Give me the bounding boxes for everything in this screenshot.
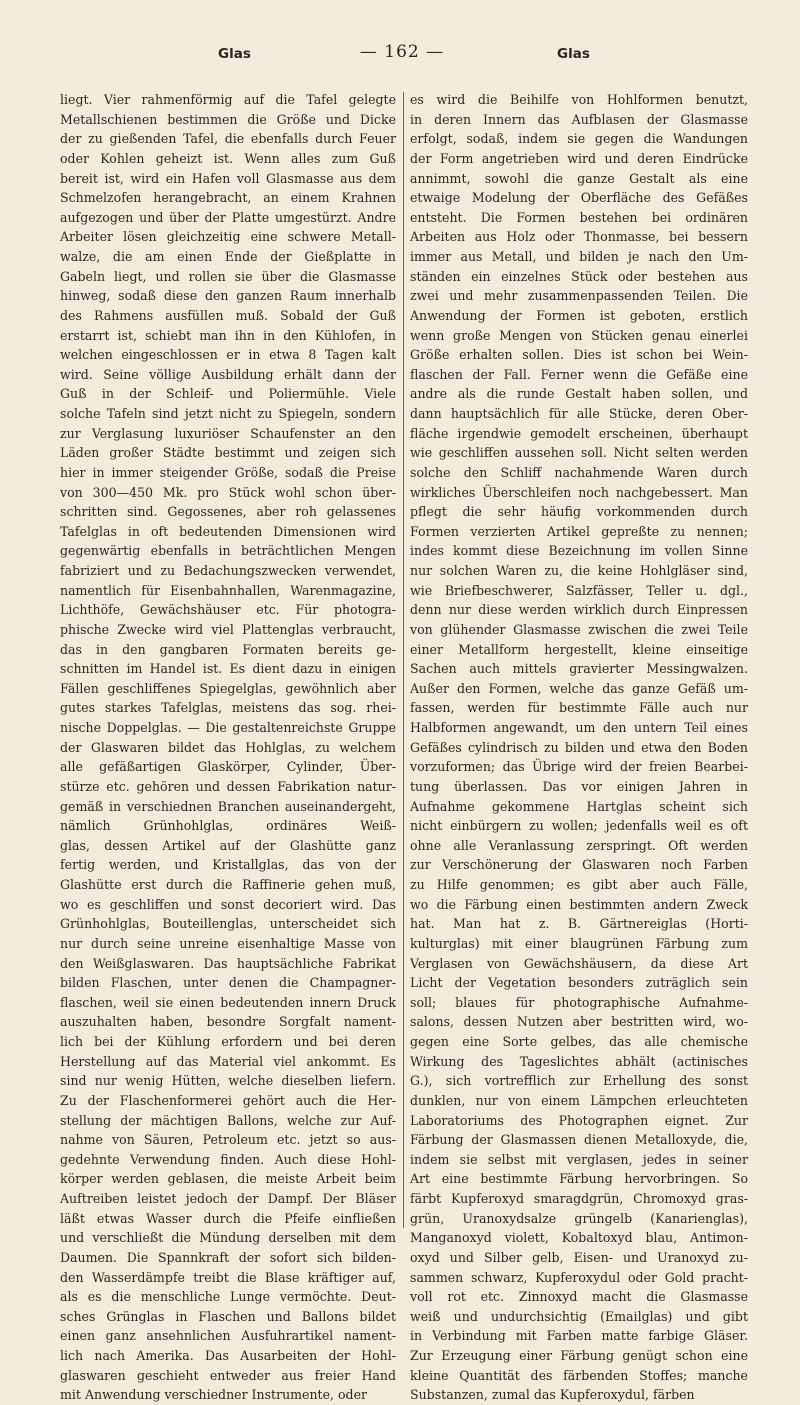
text-line: wie Briefbeschwerer, Salzfässer, Teller u. dgl.,: [410, 582, 748, 598]
text-line: des Rahmens ausfüllen muß. Sobald der Guß: [60, 307, 396, 323]
text-line: Tafelglas in oft bedeutenden Dimensionen wird: [60, 523, 396, 539]
text-line: salons, dessen Nutzen aber bestritten wird, wo-: [410, 1014, 748, 1030]
text-line: Färbung der Glasmassen dienen Metalloxyde, die,: [410, 1132, 748, 1148]
text-line: solche den Schliff nachahmende Waren durch: [410, 464, 748, 480]
text-line: fabriziert und zu Bedachungszwecken verwendet,: [60, 563, 396, 578]
text-line: Zur Erzeugung einer Färbung genügt schon eine: [410, 1348, 748, 1363]
text-line: läßt etwas Wasser durch die Pfeife einfließen: [60, 1210, 396, 1226]
text-line: tung überlassen. Das vor einigen Jahren in: [410, 778, 748, 794]
text-line: auszuhalten haben, besondre Sorgfalt nament-: [60, 1014, 396, 1030]
text-line: weiß und undurchsichtig (Emailglas) und gibt: [410, 1308, 748, 1324]
text-line: in Verbindung mit Farben matte farbige Gläser.: [410, 1328, 748, 1344]
text-line: wenn große Mengen von Stücken genau einerlei: [410, 327, 748, 343]
text-line: Verglasen von Gewächshäusern, da diese Art: [410, 955, 748, 971]
column-divider: [403, 92, 404, 1228]
text-line: annimmt, sowohl die ganze Gestalt als eine: [410, 170, 748, 186]
text-line: einer Metallform hergestellt, kleine einseitige: [410, 641, 748, 657]
text-line: Arbeiten aus Holz oder Thonmasse, bei bessern: [410, 229, 748, 245]
text-line: und verschließt die Mündung derselben mit dem: [60, 1230, 396, 1246]
text-line: Metallschienen bestimmen die Größe und Dicke: [60, 111, 396, 127]
text-line: Lichthöfe, Gewächshäuser etc. Für photogra-: [60, 602, 396, 618]
text-line: Glashütte erst durch die Raffinerie gehen muß,: [60, 877, 396, 892]
text-line: nämlich Grünhohlglas, ordinäres Weiß-: [60, 818, 396, 834]
text-line: liegt. Vier rahmenförmig auf die Tafel gelegte: [60, 92, 396, 107]
text-line: zur Verglasung luxuriöser Schaufenster an den: [60, 425, 396, 441]
text-line: Läden großer Städte bestimmt und zeigen sich: [60, 445, 396, 461]
text-line: Grünhohlglas, Bouteillenglas, unterscheidet sich: [60, 916, 396, 932]
text-line: grün, Uranoxydsalze grüngelb (Kanarienglas),: [410, 1210, 748, 1226]
text-line: stürze etc. gehören und dessen Fabrikation natur-: [60, 778, 396, 794]
text-line: aufgezogen und über der Platte umgestürzt. Andre: [60, 209, 396, 225]
text-line: erfolgt, sodaß, indem sie gegen die Wandungen: [410, 131, 748, 147]
text-line: dunklen, nur von einem Lämpchen erleuchteten: [410, 1092, 748, 1108]
text-line: wo die Färbung einen bestimmten andern Zweck: [410, 896, 748, 912]
text-line: namentlich für Eisenbahnhallen, Warenmagazine,: [60, 582, 396, 598]
text-line: Wirkung des Tageslichtes abhält (actinisches: [410, 1053, 748, 1069]
text-line: der Glaswaren bildet das Hohlglas, zu welchem: [60, 739, 396, 755]
text-line: voll rot etc. Zinnoxyd macht die Glasmasse: [410, 1289, 748, 1305]
text-line: Außer den Formen, welche das ganze Gefäß um-: [410, 680, 748, 696]
text-line: Zu der Flaschenformerei gehört auch die Her-: [60, 1092, 396, 1108]
text-line: flaschen, weil sie einen bedeutenden innern Druck: [60, 994, 396, 1010]
text-line: Auftreiben leistet jedoch der Dampf. Der Bläser: [60, 1191, 396, 1206]
text-line: der Form angetrieben wird und deren Eindrücke: [410, 150, 748, 166]
text-line: soll; blaues für photographische Aufnahme-: [410, 994, 748, 1010]
running-head-left: Glas: [218, 46, 251, 62]
text-line: gedehnte Verwendung finden. Auch diese Hohl-: [60, 1151, 396, 1167]
text-line: Formen verzierten Artikel gepreßte zu nennen;: [410, 523, 748, 539]
text-line: sind nur wenig Hütten, welche dieselben liefern.: [60, 1073, 396, 1089]
text-line: oxyd und Silber gelb, Eisen- und Uranoxyd zu-: [410, 1249, 748, 1265]
text-line: oder Kohlen geheizt ist. Wenn alles zum Guß: [60, 150, 396, 166]
right-text-column: [410, 90, 748, 1405]
text-line: kleine Quantität des färbenden Stoffes; manche: [410, 1367, 748, 1383]
text-line: gemäß in verschiednen Branchen auseinandergeht,: [60, 798, 396, 814]
text-line: zwei und mehr zusammenpassenden Teilen. Die: [410, 288, 748, 304]
text-line: Sachen auch mittels gravierter Messingwalzen.: [410, 661, 748, 677]
text-line: solche Tafeln sind jetzt nicht zu Spiegeln, sondern: [60, 406, 396, 421]
text-line: bereit ist, wird ein Hafen voll Glasmasse aus dem: [60, 170, 396, 186]
text-line: fertig werden, und Kristallglas, das von der: [60, 857, 396, 873]
text-line: andre als die runde Gestalt haben sollen, und: [410, 386, 748, 402]
text-line: als es die menschliche Lunge vermöchte. Deut-: [60, 1289, 396, 1305]
text-line: entsteht. Die Formen bestehen bei ordinären: [410, 209, 748, 225]
text-line: fläche irgendwie gemodelt erscheinen, überhaupt: [410, 425, 748, 441]
text-line: flaschen der Fall. Ferner wenn die Gefäße eine: [410, 366, 748, 382]
text-line: hinweg, sodaß diese den ganzen Raum innerhalb: [60, 288, 396, 304]
running-head-right: Glas: [557, 46, 590, 62]
text-line: ohne alle Veranlassung zerspringt. Oft werden: [410, 837, 748, 853]
text-line: nur solchen Waren zu, die keine Hohlgläser sind,: [410, 563, 748, 578]
text-line: wie geschliffen aussehen soll. Nicht selten werden: [410, 445, 748, 461]
text-line: nicht einbürgern zu wollen; jedenfalls weil es oft: [410, 818, 748, 834]
text-line: schnitten im Handel ist. Es dient dazu in einigen: [60, 661, 396, 677]
text-line: das in den gangbaren Formaten bereits ge-: [60, 641, 396, 657]
text-line: gegen eine Sorte gelbes, das alle chemische: [410, 1034, 748, 1049]
text-line: G.), sich vortrefflich zur Erhellung des sonst: [410, 1073, 748, 1089]
text-line: Halbformen angewandt, um den untern Teil eines: [410, 720, 748, 735]
page-header: [60, 44, 744, 68]
text-line: nahme von Säuren, Petroleum etc. jetzt so aus-: [60, 1132, 396, 1148]
text-line: Substanzen, zumal das Kupferoxydul, färben: [410, 1387, 695, 1403]
text-line: Gefäßes cylindrisch zu bilden und etwa den Boden: [410, 739, 748, 755]
text-line: sammen schwarz, Kupferoxydul oder Gold pracht-: [410, 1269, 748, 1285]
text-line: erstarrt ist, schiebt man ihn in den Kühlofen, in: [60, 327, 396, 343]
text-line: von 300—450 Mk. pro Stück wohl schon über-: [60, 484, 396, 500]
text-line: gutes starkes Tafelglas, meistens das sog. rhei-: [60, 700, 396, 716]
text-line: hat. Man hat z. B. Gärtnereiglas (Horti-: [410, 916, 748, 932]
text-line: denn nur diese werden wirklich durch Einpressen: [410, 602, 748, 618]
text-line: wirkliches Überschleifen noch nachgebessert. Man: [410, 484, 748, 500]
text-line: kulturglas) mit einer blaugrünen Färbung zum: [410, 935, 748, 951]
text-line: Daumen. Die Spannkraft der sofort sich bilden-: [60, 1249, 396, 1265]
text-line: welchen eingeschlossen er in etwa 8 Tagen kalt: [60, 347, 396, 363]
text-line: zur Verschönerung der Glaswaren noch Farben: [410, 857, 748, 873]
text-line: es wird die Beihilfe von Hohlformen benutzt,: [410, 92, 748, 107]
text-line: bilden Flaschen, unter denen die Champagner-: [60, 975, 396, 991]
text-line: vorzuformen; das Übrige wird der freien Bearbei-: [410, 759, 748, 775]
text-line: den Wasserdämpfe treibt die Blase kräftiger auf,: [60, 1269, 396, 1285]
text-line: glas, dessen Artikel auf der Glashütte ganz: [60, 837, 396, 853]
text-line: Manganoxyd violett, Kobaltoxyd blau, Antimon-: [410, 1230, 748, 1246]
text-line: Licht der Vegetation besonders zuträglich sein: [410, 975, 748, 991]
text-line: wird. Seine völlige Ausbildung erhält dann der: [60, 366, 396, 382]
text-line: Anwendung der Formen ist geboten, erstlich: [410, 307, 748, 323]
text-line: nische Doppelglas. — Die gestaltenreichste Gruppe: [60, 720, 396, 735]
text-line: Arbeiter lösen gleichzeitig eine schwere Metall-: [60, 229, 396, 245]
text-line: Aufnahme gekommene Hartglas scheint sich: [410, 798, 748, 814]
text-line: schritten sind. Gegossenes, aber roh gelassenes: [60, 504, 396, 520]
text-line: alle gefäßartigen Glaskörper, Cylinder, Über-: [60, 759, 396, 775]
text-line: phische Zwecke wird viel Plattenglas verbraucht,: [60, 621, 396, 637]
text-line: stellung der mächtigen Ballons, welche zur Auf-: [60, 1112, 396, 1128]
left-text-column: [60, 90, 396, 1405]
text-line: Fällen geschliffenes Spiegelglas, gewöhnlich aber: [60, 680, 396, 696]
text-line: nur durch seine unreine eisenhaltige Masse von: [60, 935, 396, 951]
text-line: Laboratoriums des Photographen eignet. Zur: [410, 1112, 748, 1128]
text-line: ständen ein einzelnes Stück oder bestehen aus: [410, 268, 748, 284]
text-line: indes kommt diese Bezeichnung im vollen Sinne: [410, 543, 748, 559]
text-line: lich bei der Kühlung erfordern und bei deren: [60, 1034, 396, 1049]
text-line: Schmelzofen herangebracht, an einem Krahnen: [60, 190, 396, 206]
text-line: lich nach Amerika. Das Ausarbeiten der Hohl-: [60, 1348, 396, 1363]
text-line: indem sie selbst mit verglasen, jedes in seiner: [410, 1151, 748, 1167]
text-line: der zu gießenden Tafel, die ebenfalls durch Feuer: [60, 131, 396, 147]
text-line: dann hauptsächlich für alle Stücke, deren Ober-: [410, 406, 748, 421]
text-line: glaswaren geschieht entweder aus freier Hand: [60, 1367, 396, 1383]
text-line: wo es geschliffen und sonst decoriert wird. Das: [60, 896, 396, 912]
text-line: Größe erhalten sollen. Dies ist schon bei Wein-: [410, 347, 748, 363]
text-line: einen ganz ansehnlichen Ausfuhrartikel nament-: [60, 1328, 396, 1344]
text-line: in deren Innern das Aufblasen der Glasmasse: [410, 111, 748, 127]
text-line: zu Hilfe genommen; es gibt aber auch Fälle,: [410, 877, 748, 892]
page-number: — 162 —: [359, 42, 445, 62]
text-line: fassen, werden für bestimmte Fälle auch nur: [410, 700, 748, 716]
text-line: Gabeln liegt, und rollen sie über die Glasmasse: [60, 268, 396, 284]
text-line: den Weißglaswaren. Das hauptsächliche Fabrikat: [60, 955, 396, 971]
text-line: hier in immer steigender Größe, sodaß die Preise: [60, 464, 396, 480]
text-line: walze, die am einen Ende der Gießplatte in: [60, 249, 396, 264]
text-line: körper werden geblasen, die meiste Arbeit beim: [60, 1171, 396, 1187]
text-line: sches Grünglas in Flaschen und Ballons bildet: [60, 1308, 396, 1324]
text-line: Herstellung auf das Material viel ankommt. Es: [60, 1053, 396, 1069]
text-line: färbt Kupferoxyd smaragdgrün, Chromoxyd gras-: [410, 1191, 748, 1206]
text-line: etwaige Modelung der Oberfläche des Gefäßes: [410, 190, 748, 206]
text-line: Art eine bestimmte Färbung hervorbringen. So: [410, 1171, 748, 1187]
text-line: Guß in der Schleif- und Poliermühle. Viele: [60, 386, 396, 402]
text-line: von glühender Glasmasse zwischen die zwei Teile: [410, 621, 748, 637]
text-line: mit Anwendung verschiedner Instrumente, oder: [60, 1387, 368, 1403]
text-line: immer aus Metall, und bilden je nach den Um-: [410, 249, 748, 264]
text-line: pflegt die sehr häufig vorkommenden durch: [410, 504, 748, 520]
text-line: gegenwärtig ebenfalls in beträchtlichen Mengen: [60, 543, 396, 559]
